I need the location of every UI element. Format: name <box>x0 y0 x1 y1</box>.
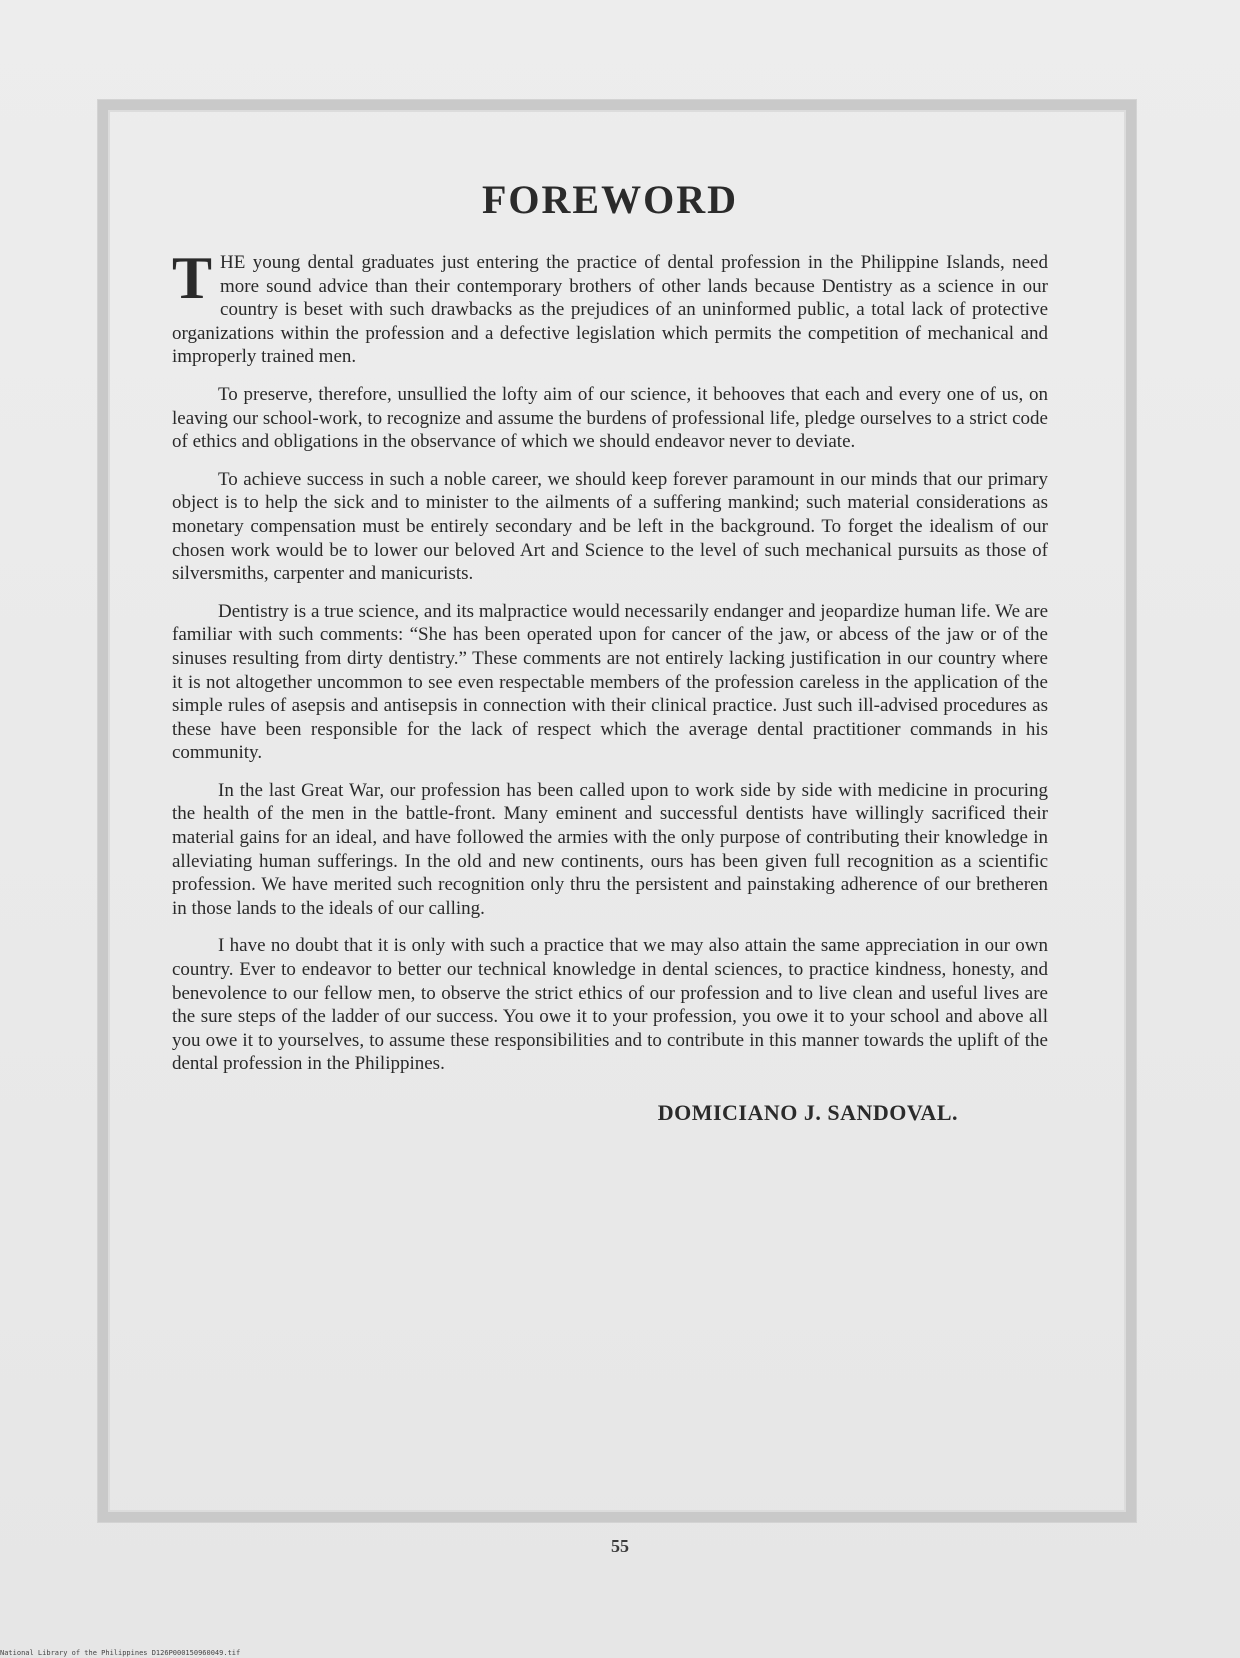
paragraph-2: To preserve, therefore, unsullied the lofty aim of our science, it behooves that each and every one of us, on leaving our school-work, to recognize and assume the burdens of professional life, pledge ourselves to a strict code of ethics and obligations in the observance of which we should endeavor never to deviate. <box>172 383 1048 453</box>
paragraph-1-text: HE young dental graduates just entering the practice of dental profession in the Philippine Islands, need more sound advice than their contemporary brothers of other lands because Dentistry as a science in our country is beset with such drawbacks as the prejudices of an uninformed public, a total lack of protective organizations within the profession and a defective legislation which permits the competition of mechanical and improperly trained men. <box>172 252 1048 368</box>
paragraph-4: Dentistry is a true science, and its malpractice would necessarily endanger and jeopardize human life. We are familiar with such comments: “She has been operated upon for cancer of the jaw, or abcess of the jaw or of the sinuses resulting from dirty dentistry.” These comments are not entirely lacking justification in our country where it is not altogether uncommon to see even respectable members of the profession careless in the application of the simple rules of asepsis and antisepsis in connection with their clinical practice. Just such ill-advised procedures as these have been responsible for the lack of respect which the average dental practitioner commands in his community. <box>172 600 1048 764</box>
page-title: FOREWORD <box>482 177 738 222</box>
paragraph-6: I have no doubt that it is only with such a practice that we may also attain the same appreciation in our own country. Ever to endeavor to better our technical knowledge in dental sciences, to practice kindness, honesty, and benevolence to our fellow men, to observe the strict ethics of our profession and to live clean and useful lives are the sure steps of the ladder of our success. You owe it to your profession, you owe it to your school and above all you owe it to yourselves, to assume these responsibilities and to contribute in this manner towards the uplift of the dental profession in the Philippines. <box>172 935 1048 1075</box>
drop-cap-letter: T <box>172 245 213 311</box>
paragraph-1 <box>172 245 1048 369</box>
paragraph-3: To achieve success in such a noble career, we should keep forever paramount in our minds that our primary object is to help the sick and to minister to the ailments of a suffering mankind; such material considerations as monetary compensation must be entirely secondary and be left in the background. To forget the idealism of our chosen work would be to lower our beloved Art and Science to the level of such mechanical pursuits as those of silversmiths, carpenter and manicurists. <box>172 468 1048 585</box>
scan-footer-note: National Library of the Philippines D126P000150960049.tif <box>0 1649 241 1657</box>
author-signature: DOMICIANO J. SANDOVAL. <box>657 1100 958 1125</box>
foreword-content <box>172 176 1048 1126</box>
paragraph-5: In the last Great War, our profession has been called upon to work side by side with medicine in procuring the health of the men in the battle-front. Many eminent and successful dentists have willingly sacrificed their material gains for an ideal, and have followed the armies with the only purpose of contributing their knowledge in alleviating human sufferings. In the old and new continents, ours has been given full recognition as a scientific profession. We have merited such recognition only thru the persistent and painstaking adherence of our bretheren in those lands to the ideals of our calling. <box>172 779 1048 919</box>
page-number: 55 <box>611 1536 629 1556</box>
